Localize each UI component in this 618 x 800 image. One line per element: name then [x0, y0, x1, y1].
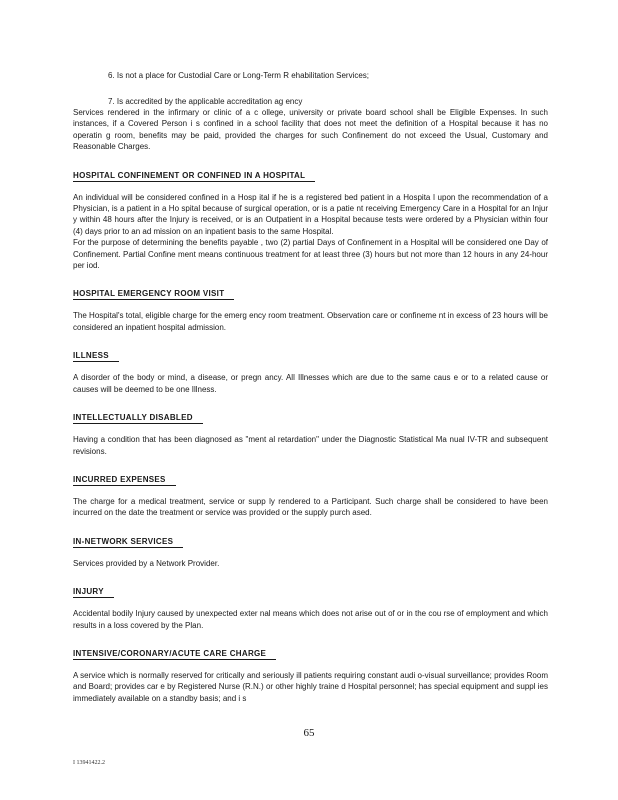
hospital-confinement-paragraph-1: An individual will be considered confined in a Hosp ital if he is a registered bed patient in a Hospita l upon the recommendation of a Physician, is a patient in a Ho spital because of surgical operation, or is a patie nt receiving Emergency Care in a Hospital for an Injur y within 48 hours after the Injury is received, or is an Outpatient in a Hospital because tests were ordered by a Physician within four (4) days prior to an ad mission on an inpatient basis to the same Hospital.	[73, 192, 548, 236]
list-item-7: 7. Is accredited by the applicable accreditation ag ency	[108, 97, 303, 106]
hospital-emergency-room-visit-paragraph: The Hospital's total, eligible charge for the emerg ency room treatment. Observation care or confineme nt in excess of 23 hours will be considered an inpatient hospital admission.	[73, 311, 548, 332]
heading-incurred-expenses: INCURRED EXPENSES	[73, 475, 176, 486]
list-item-6: 6. Is not a place for Custodial Care or Long-Term R ehabilitation Services;	[108, 71, 370, 80]
injury-paragraph: Accidental bodily Injury caused by unexpected exter nal means which does not arise out of or in the cou rse of employment and which results in a loss covered by the Plan.	[73, 609, 548, 630]
in-network-services-paragraph: Services provided by a Network Provider.	[73, 558, 220, 568]
document-id: I 13941422.2	[73, 760, 105, 766]
intro-paragraph: Services rendered in the infirmary or clinic of a c ollege, university or private board school shall be Eligible Expenses. In such instances, if a Covered Person i s confined in a school facility that does not meet the definition of a Hospital because it has no operatin g room, benefits may be paid, provided the charges for such Confinement do not exceed the Usual, Customary and Reasonable Charges.	[73, 108, 548, 152]
heading-illness: ILLNESS	[73, 351, 119, 362]
hospital-confinement-paragraph-2: For the purpose of determining the benefits payable , two (2) partial Days of Confinement in a Hospital will be considered one Day of Confinement. Partial Confine ment means continuous treatment for at least three (3) hours but not more than 12 hours in any 24-hour per iod.	[73, 238, 548, 271]
heading-injury: INJURY	[73, 587, 114, 598]
heading-hospital-emergency-room-visit: HOSPITAL EMERGENCY ROOM VISIT	[73, 289, 234, 300]
heading-intensive-coronary-acute-care-charge: INTENSIVE/CORONARY/ACUTE CARE CHARGE	[73, 649, 276, 660]
intensive-care-charge-paragraph: A service which is normally reserved for critically and seriously ill patients requiring constant audi o-visual surveillance; provides Room and Board; provides car e by Registered Nurse (R.N.) or other highly traine d Hospital personnel; has special equipment and suppl ies immediately available on a standby basis; and i s	[73, 670, 548, 703]
incurred-expenses-paragraph: The charge for a medical treatment, service or supp ly rendered to a Participant. Such charge shall be considered to have been incurred on the date the treatment or service was provided or the supply purch ased.	[73, 496, 548, 518]
page-number: 65	[303, 727, 315, 739]
illness-paragraph: A disorder of the body or mind, a disease, or pregn ancy. All Illnesses which are due to the same caus e or to a related cause or causes will be deemed to be one Illness.	[73, 373, 548, 394]
intellectually-disabled-paragraph: Having a condition that has been diagnosed as "ment al retardation" under the Diagnostic Statistical Ma nual IV-TR and subsequent revisions.	[73, 435, 548, 456]
page-content	[73, 70, 548, 704]
heading-intellectually-disabled: INTELLECTUALLY DISABLED	[73, 413, 203, 424]
heading-hospital-confinement: HOSPITAL CONFINEMENT OR CONFINED IN A HOSPITAL	[73, 171, 315, 182]
heading-in-network-services: IN-NETWORK SERVICES	[73, 537, 183, 548]
